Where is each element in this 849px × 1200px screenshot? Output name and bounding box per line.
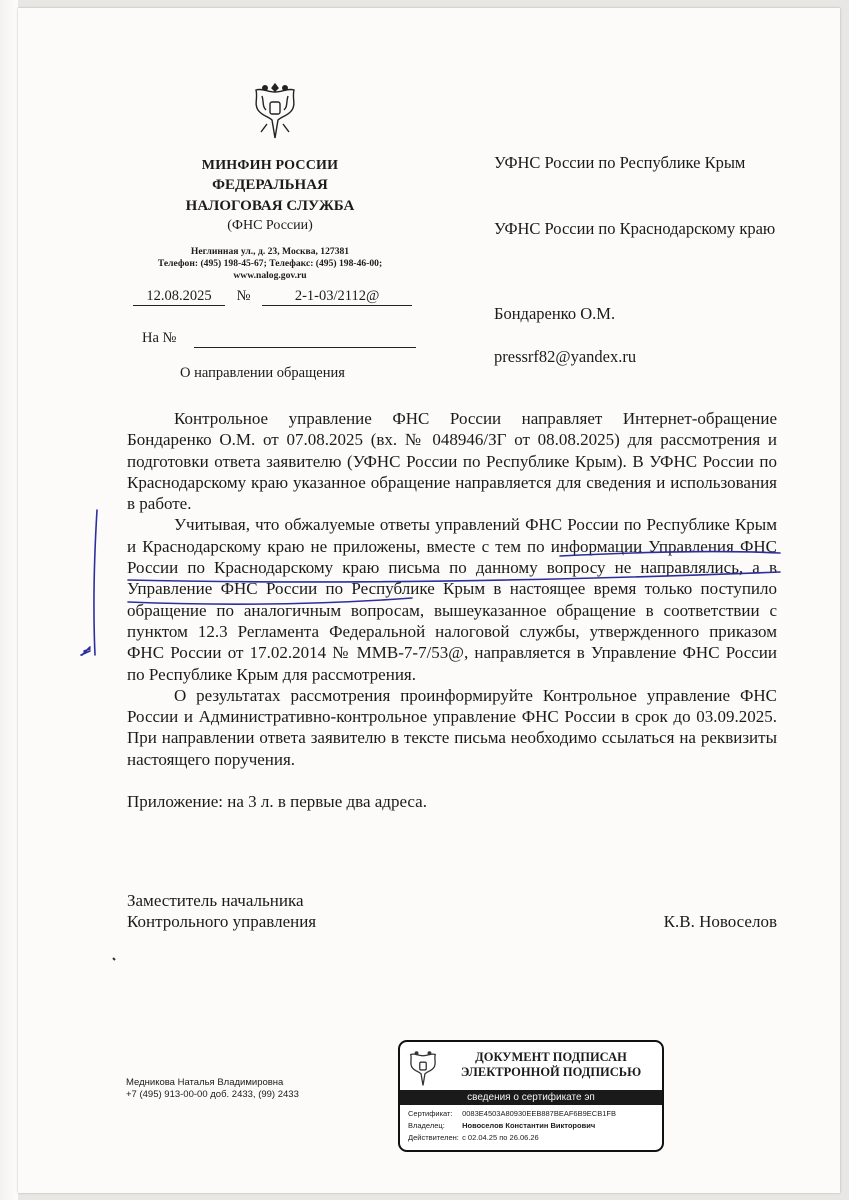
stamp-title — [446, 1050, 656, 1080]
paragraph-1: Контрольное управление ФНС России направляет Интернет-обращение Бондаренко О.М. от 07.08.2025 (вх. № 048946/ЗГ от 08.08.2025) для рассмотрения и подготовки ответа заявителю (УФНС России по Республике Крым). В УФНС России по Краснодарскому краю указанное обращение направляется для сведения и использования в работе. — [127, 409, 777, 514]
cert-label: Сертификат: — [408, 1109, 453, 1118]
stamp-title-line1: ДОКУМЕНТ ПОДПИСАН — [475, 1050, 627, 1064]
address-block — [150, 246, 390, 282]
stamp-valid-row — [408, 1133, 539, 1142]
service-short-name: (ФНС России) — [227, 218, 313, 233]
cert-value: 0083E4503A80930EEB887BEAF6B9ECB1FB — [462, 1109, 616, 1118]
page-edge-shadow — [0, 0, 18, 1200]
stamp-cert-bar: сведения о сертификате эп — [400, 1090, 662, 1105]
stamp-emblem-icon — [406, 1048, 440, 1088]
stamp-owner-row — [408, 1121, 595, 1130]
doc-date-number — [133, 288, 412, 306]
service-name-line2: НАЛОГОВАЯ СЛУЖБА — [185, 198, 355, 214]
ref-label: На № — [142, 330, 177, 346]
paragraph-2: Учитывая, что обжалуемые ответы управлений ФНС России по Республике Крым и Краснодарскому краю не приложены, вместе с тем по информации Управления ФНС России по Краснодарскому краю письма по данному вопросу не направлялись, а в Управление ФНС России по Республике Крым в настоящее время только поступило обращение по аналогичным вопросам, вышеуказанное обращение в соответствии с пунктом 12.3 Регламента Федеральной налоговой службы, утвержденного приказом ФНС России от 17.02.2014 № ММВ-7-7/53@, направляется в Управление ФНС России по Республике Крым для рассмотрения. — [127, 515, 777, 684]
valid-label: Действителен: — [408, 1133, 459, 1142]
phone-line: Телефон: (495) 198-45-67; Телефакс: (495) 198-46-00; — [157, 258, 383, 269]
letter-body — [127, 408, 777, 812]
owner-value: Новоселов Константин Викторович — [462, 1121, 596, 1130]
signer-name: К.В. Новоселов — [663, 912, 777, 931]
addressee-3: Бондаренко О.М. — [494, 304, 616, 323]
executor-contact — [126, 1077, 299, 1100]
owner-label: Владелец: — [408, 1121, 445, 1130]
doc-number: 2-1-03/2112@ — [262, 288, 412, 306]
signature-block — [127, 890, 777, 932]
attachment-note: Приложение: на 3 л. в первые два адреса. — [127, 792, 427, 812]
addressee-1: УФНС России по Республике Крым — [494, 153, 746, 172]
signer-position-line2: Контрольного управления — [127, 912, 317, 931]
addressee-2: УФНС России по Краснодарскому краю — [494, 219, 776, 238]
subject: О направлении обращения — [180, 365, 345, 381]
ref-value — [194, 330, 416, 348]
website-line: www.nalog.gov.ru — [233, 270, 307, 281]
letterhead — [150, 150, 390, 282]
signer-position-line1: Заместитель начальника — [127, 891, 304, 910]
stamp-title-line2: ЭЛЕКТРОННОЙ ПОДПИСЬЮ — [460, 1065, 642, 1079]
executor-name: Медникова Наталья Владимировна — [126, 1077, 284, 1088]
ministry-name: МИНФИН РОССИИ — [201, 158, 339, 173]
service-name-line1: ФЕДЕРАЛЬНАЯ — [212, 177, 328, 193]
paragraph-3: О результатах рассмотрения проинформируйте Контрольное управление ФНС России и Административно-контрольное управление ФНС России в срок до 03.09.2025. При направлении ответа заявителю в тексте письма необходимо ссылаться на реквизиты настоящего поручения. — [127, 685, 777, 769]
stamp-cert-row — [408, 1109, 616, 1118]
reference-row — [142, 330, 416, 348]
addressee-email: pressrf82@yandex.ru — [494, 347, 637, 366]
executor-phone: +7 (495) 913-00-00 доб. 2433, (99) 2433 — [126, 1088, 299, 1100]
number-label: № — [236, 288, 251, 304]
esignature-stamp — [398, 1040, 664, 1152]
address-line: Неглинная ул., д. 23, Москва, 127381 — [190, 246, 350, 257]
valid-value: с 02.04.25 по 26.06.26 — [462, 1133, 539, 1142]
doc-date: 12.08.2025 — [133, 288, 225, 306]
coat-of-arms-icon — [250, 80, 300, 142]
